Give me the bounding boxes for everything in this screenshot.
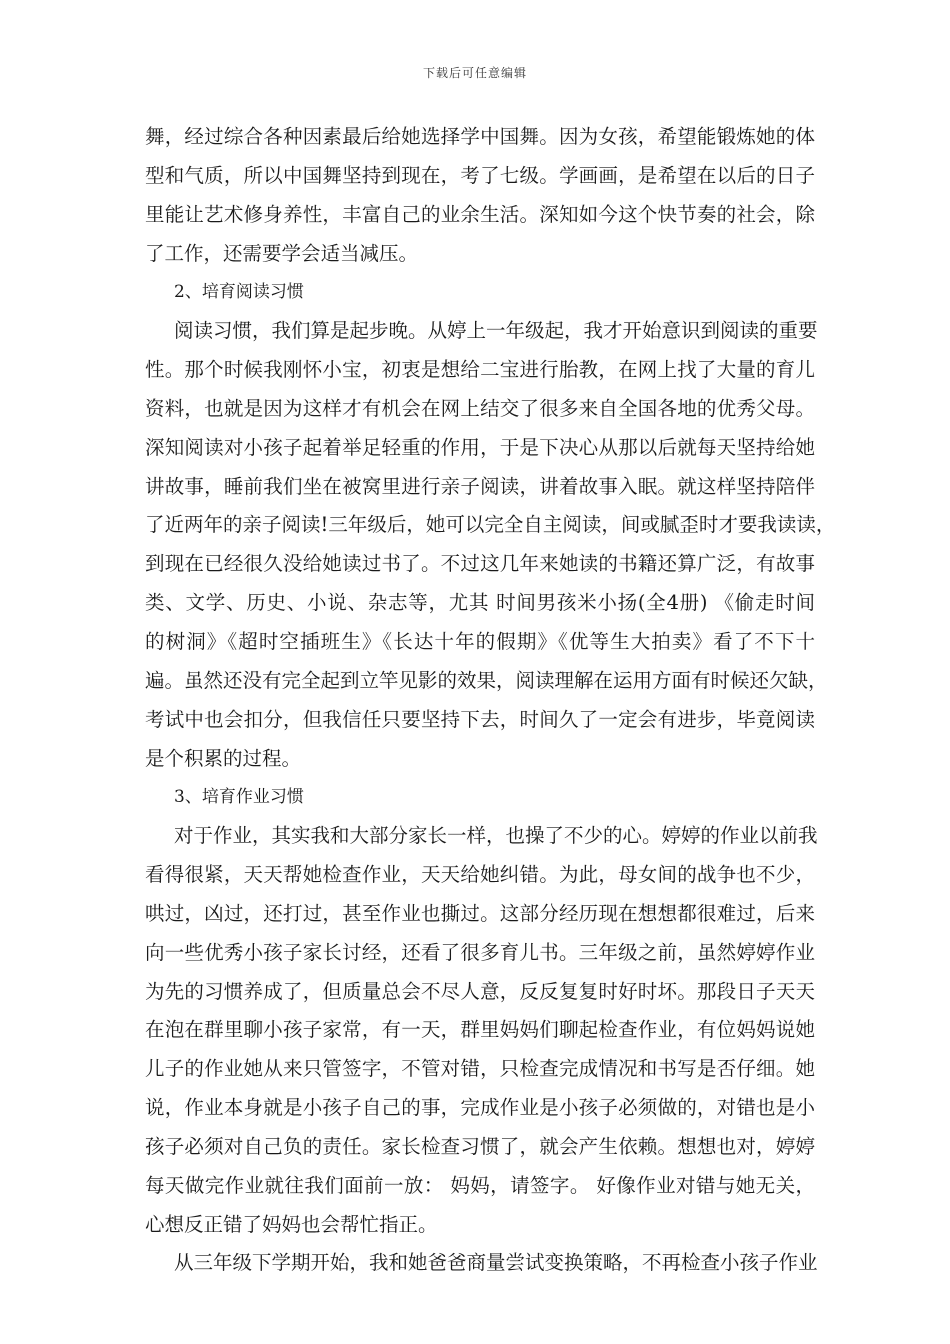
text-line: 型和气质，所以中国舞坚持到现在，考了七级。学画画，是希望在以后的日子 (145, 163, 815, 187)
page-header: 下载后可任意编辑 (422, 66, 527, 80)
text-line: 了工作，还需要学会适当减压。 (145, 241, 419, 265)
text-line: 看得很紧，天天帮她检查作业，天天给她纠错。为此，母女间的战争也不少， (145, 863, 815, 887)
text-line: 孩子必须对自己负的责任。家长检查习惯了，就会产生依赖。想想也对，婷婷 (145, 1134, 815, 1158)
text-line: 里能让艺术修身养性，丰富自己的业余生活。深知如今这个快节奏的社会，除 (145, 202, 815, 226)
text-line: 哄过，凶过，还打过，甚至作业也撕过。这部分经历现在想想都很难过，后来 (145, 901, 815, 925)
text-line: 每天做完作业就往我们面前一放： 妈妈，请签字。 好像作业对错与她无关， (145, 1173, 815, 1197)
text-line: 遍。虽然还没有完全起到立竿见影的效果，阅读理解在运用方面有时候还欠缺， (145, 668, 828, 692)
text-line: 儿子的作业她从来只管签字，不管对错，只检查完成情况和书写是否仔细。她 (145, 1057, 815, 1081)
text-line: 考试中也会扣分，但我信任只要坚持下去，时间久了一定会有进步，毕竟阅读 (145, 707, 815, 731)
text-line: 了近两年的亲子阅读!三年级后，她可以完全自主阅读，间或腻歪时才要我读读， (145, 513, 836, 537)
document-body (145, 118, 836, 1283)
text-line: 性。那个时候我刚怀小宝，初衷是想给二宝进行胎教，在网上找了大量的育儿 (145, 358, 815, 382)
paragraph-first-line: 阅读习惯，我们算是起步晚。从婷上一年级起，我才开始意识到阅读的重要 (174, 319, 818, 343)
paragraph-first-line: 从三年级下学期开始，我和她爸爸商量尝试变换策略，不再检查小孩子作业 (174, 1251, 818, 1275)
text-line: 为先的习惯养成了，但质量总会不尽人意，反反复复时好时坏。那段日子天天 (145, 979, 815, 1003)
text-line: 到现在已经很久没给她读过书了。不过这几年来她读的书籍还算广泛，有故事 (145, 552, 815, 576)
section-heading: 2、培育阅读习惯 (174, 282, 304, 303)
text-line: 的树洞》《超时空插班生》《长达十年的假期》《优等生大拍卖》看了不下十 (145, 629, 815, 653)
text-line: 舞，经过综合各种因素最后给她选择学中国舞。因为女孩，希望能锻炼她的体 (145, 125, 815, 148)
text-line: 在泡在群里聊小孩子家常，有一天，群里妈妈们聊起检查作业，有位妈妈说她 (145, 1018, 815, 1042)
text-line: 深知阅读对小孩子起着举足轻重的作用，于是下决心从那以后就每天坚持给她 (145, 435, 815, 459)
text-line: 心想反正错了妈妈也会帮忙指正。 (145, 1212, 438, 1236)
text-line: 向一些优秀小孩子家长讨经，还看了很多育儿书。三年级之前，虽然婷婷作业 (145, 940, 815, 964)
text-line: 是个积累的过程。 (145, 746, 302, 770)
text-line: 类、文学、历史、小说、杂志等，尤其 时间男孩米小扬(全4册) 《偷走时间 (145, 591, 815, 615)
text-line: 资料，也就是因为这样才有机会在网上结交了很多来自全国各地的优秀父母。 (145, 396, 815, 420)
text-line: 讲故事，睡前我们坐在被窝里进行亲子阅读，讲着故事入眠。就这样坚持陪伴 (145, 474, 815, 498)
section-heading: 3、培育作业习惯 (174, 787, 304, 808)
paragraph-first-line: 对于作业，其实我和大部分家长一样，也操了不少的心。婷婷的作业以前我 (174, 824, 818, 848)
text-line: 说，作业本身就是小孩子自己的事，完成作业是小孩子必须做的，对错也是小 (145, 1096, 815, 1120)
